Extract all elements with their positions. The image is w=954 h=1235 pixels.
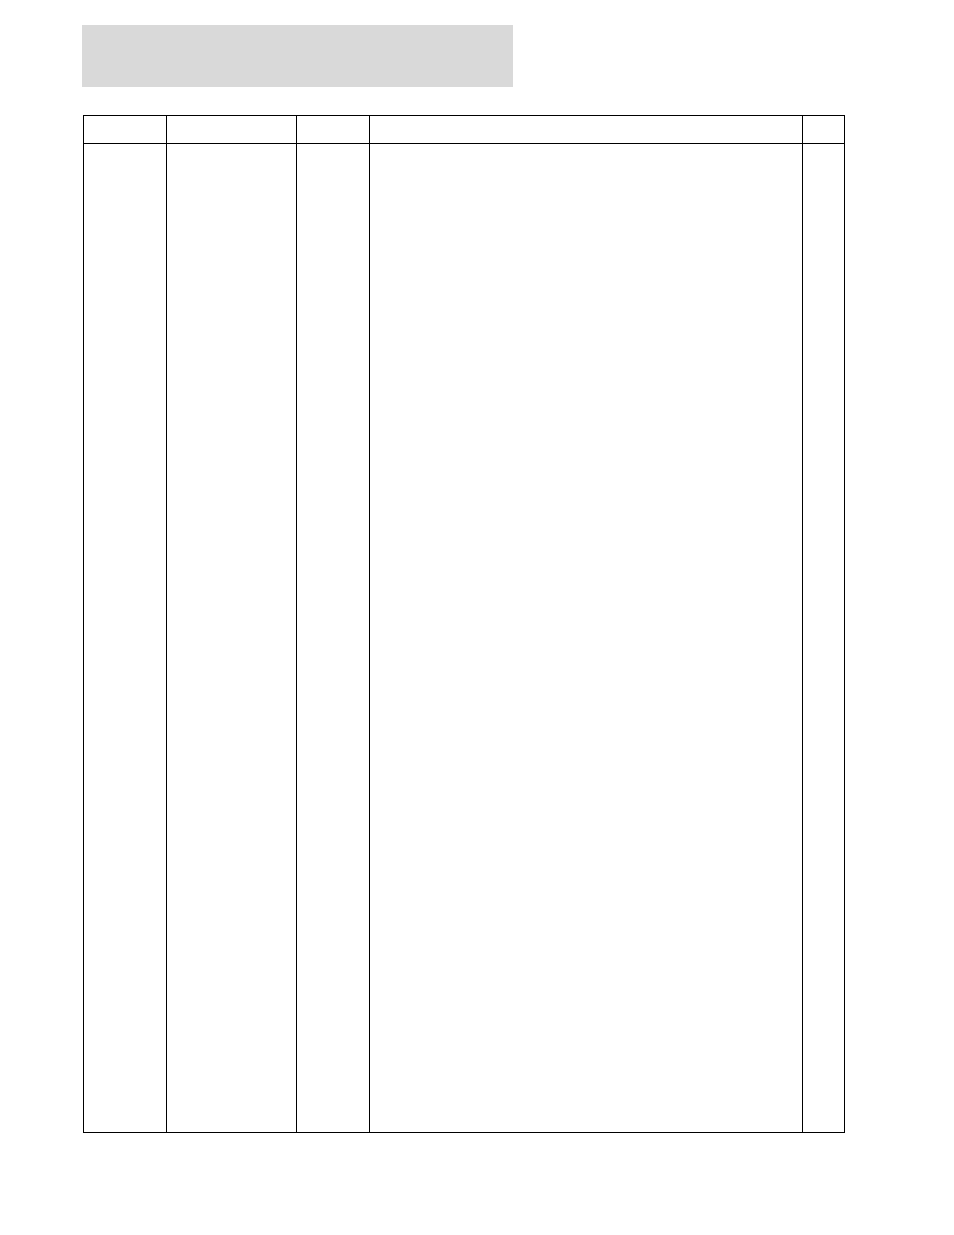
column-header-part-number <box>167 116 296 143</box>
column-header-description <box>370 116 802 143</box>
column-header-qty <box>297 116 369 143</box>
table-header <box>84 116 844 144</box>
table-body <box>84 143 844 1132</box>
parts-table <box>83 115 845 1133</box>
section-header <box>82 25 513 87</box>
column-header-item <box>84 116 166 143</box>
column-header-rev <box>803 116 845 143</box>
